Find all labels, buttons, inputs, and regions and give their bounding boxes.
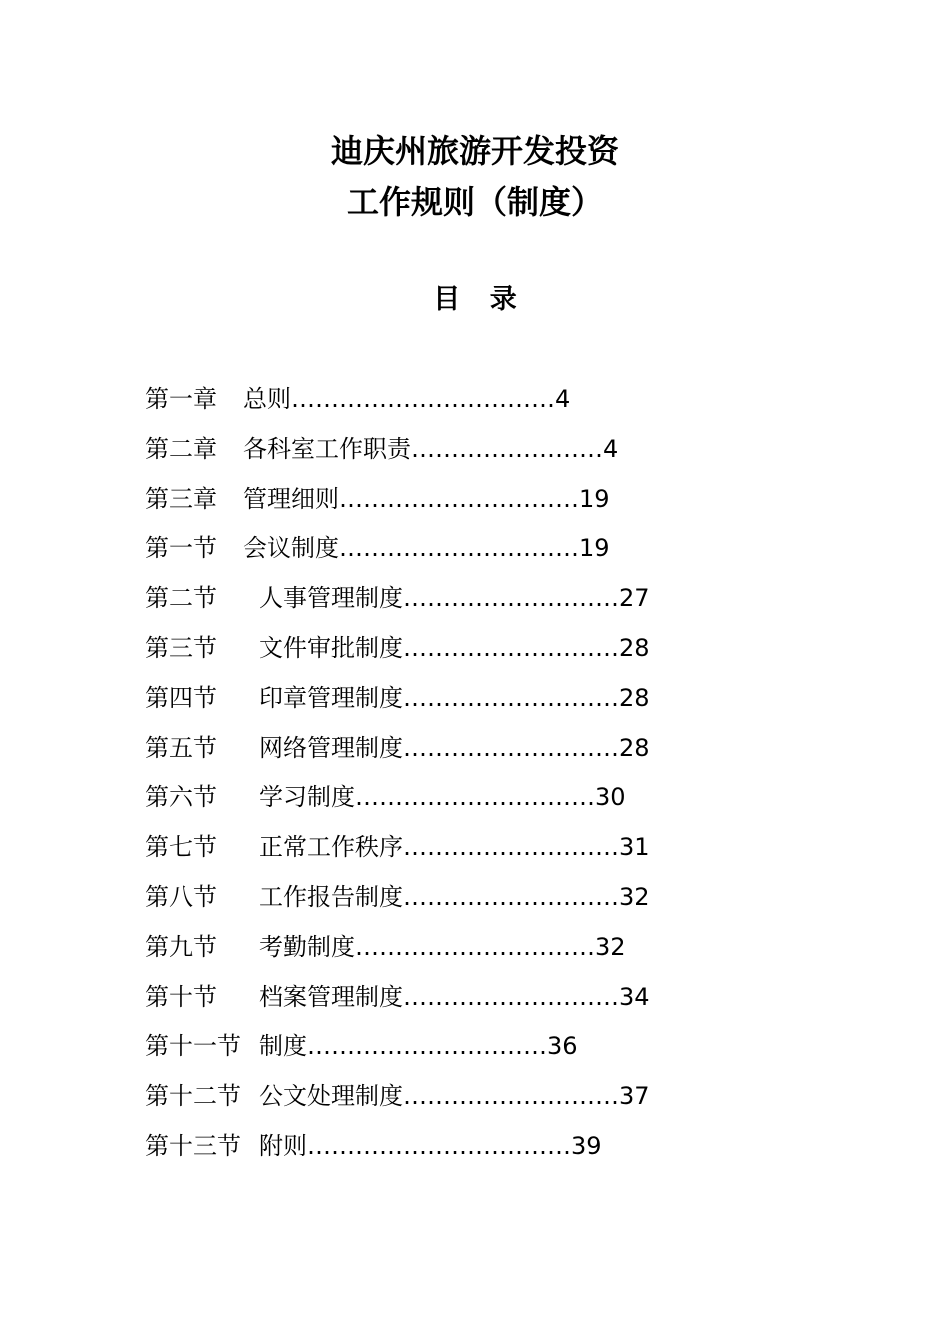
toc-entry[interactable] — [145, 976, 865, 1026]
toc-entry-leader: ………………………… — [355, 783, 595, 812]
toc-entry-page: 28 — [619, 683, 650, 712]
toc-entry[interactable] — [145, 776, 865, 826]
toc-entry-leader: …………………… — [411, 434, 603, 463]
toc-entry[interactable] — [145, 876, 865, 926]
toc-entry-leader: ……………………… — [403, 833, 619, 862]
toc-entry-leader: ………………………… — [339, 534, 579, 563]
toc-entry-title: 会议制度 — [243, 534, 339, 563]
toc-entry-title: 考勤制度 — [259, 932, 355, 961]
toc-entry[interactable] — [145, 1125, 865, 1175]
toc-entry-label: 第三章 — [145, 484, 217, 513]
toc-entry-leader: ……………………… — [403, 1082, 619, 1111]
toc-entry-label: 第一节 — [145, 534, 217, 563]
toc-entry-title: 各科室工作职责 — [243, 434, 411, 463]
toc-entry-title: 管理细则 — [243, 484, 339, 513]
toc-heading: 目 录 — [433, 284, 517, 315]
toc-entry-title: 印章管理制度 — [259, 683, 403, 712]
toc-entry-title: 公文处理制度 — [259, 1082, 403, 1111]
toc-entry-page: 31 — [619, 833, 650, 862]
toc-entry[interactable] — [145, 926, 865, 976]
toc-entry-title: 工作报告制度 — [259, 882, 403, 911]
toc-entry-label: 第四节 — [145, 683, 217, 712]
toc-entry-leader: ……………………… — [403, 733, 619, 762]
toc-entry-label: 第一章 — [145, 385, 217, 413]
toc-entry-title: 文件审批制度 — [259, 633, 403, 662]
toc-entry-title: 网络管理制度 — [259, 733, 403, 762]
toc-entry-leader: ……………………… — [403, 584, 619, 613]
toc-entry-label: 第十一节 — [145, 1032, 241, 1061]
toc-entry-page: 30 — [595, 783, 626, 812]
toc-entry-label: 第九节 — [145, 932, 217, 961]
toc-entry-title: 总则 — [243, 385, 291, 413]
toc-entry-leader: ………………………… — [355, 932, 595, 961]
toc-entry-label: 第五节 — [145, 733, 217, 762]
toc-entry[interactable] — [145, 478, 865, 528]
toc-entry-page: 19 — [579, 534, 610, 563]
toc-entry-page: 32 — [595, 932, 626, 961]
toc-entry-title: 学习制度 — [259, 783, 355, 812]
toc-entry-leader: ………………………… — [339, 484, 579, 513]
document-title-line1: 迪庆州旅游开发投资 — [330, 132, 619, 170]
toc-entry-label: 第七节 — [145, 833, 217, 862]
toc-entry[interactable] — [145, 527, 865, 577]
toc-entry-label: 第六节 — [145, 783, 217, 812]
toc-entry-label: 第十三节 — [145, 1131, 241, 1160]
toc-entry-leader: ……………………… — [403, 882, 619, 911]
toc-entry-leader: …………………………… — [307, 1131, 571, 1160]
toc-entry[interactable] — [145, 577, 865, 627]
toc-entry-page: 27 — [619, 584, 650, 613]
toc-entry[interactable] — [145, 378, 865, 428]
toc-entry-title: 制度 — [259, 1032, 307, 1061]
toc-entry[interactable] — [145, 677, 865, 727]
toc-entry[interactable] — [145, 826, 865, 876]
toc-entry[interactable] — [145, 627, 865, 677]
toc-entry[interactable] — [145, 727, 865, 777]
toc-entry-label: 第二章 — [145, 434, 217, 463]
toc-entry-title: 附则 — [259, 1131, 307, 1160]
toc-entry-leader: …………………………… — [291, 385, 555, 413]
toc-entry-title: 正常工作秩序 — [259, 833, 403, 862]
toc-entry-leader: ……………………… — [403, 982, 619, 1011]
table-of-contents — [145, 378, 865, 1175]
toc-entry-label: 第十节 — [145, 982, 217, 1011]
toc-entry-page: 39 — [571, 1131, 602, 1160]
toc-entry-label: 第二节 — [145, 584, 217, 613]
document-title-line2: 工作规则（制度） — [346, 183, 603, 221]
toc-entry[interactable] — [145, 1075, 865, 1125]
toc-entry-page: 4 — [555, 385, 571, 413]
toc-entry-leader: ………………………… — [307, 1032, 547, 1061]
toc-entry-page: 32 — [619, 882, 650, 911]
toc-entry-page: 4 — [603, 434, 619, 463]
toc-entry-label: 第三节 — [145, 633, 217, 662]
toc-entry[interactable] — [145, 1025, 865, 1075]
toc-entry-title: 档案管理制度 — [259, 982, 403, 1011]
toc-entry-label: 第十二节 — [145, 1082, 241, 1111]
toc-entry-label: 第八节 — [145, 882, 217, 911]
toc-entry-page: 28 — [619, 633, 650, 662]
toc-entry-page: 37 — [619, 1082, 650, 1111]
toc-entry-page: 34 — [619, 982, 650, 1011]
toc-entry-title: 人事管理制度 — [259, 584, 403, 613]
toc-entry[interactable] — [145, 428, 865, 478]
toc-entry-page: 28 — [619, 733, 650, 762]
toc-entry-leader: ……………………… — [403, 683, 619, 712]
toc-entry-leader: ……………………… — [403, 633, 619, 662]
toc-entry-page: 19 — [579, 484, 610, 513]
toc-entry-page: 36 — [547, 1032, 578, 1061]
